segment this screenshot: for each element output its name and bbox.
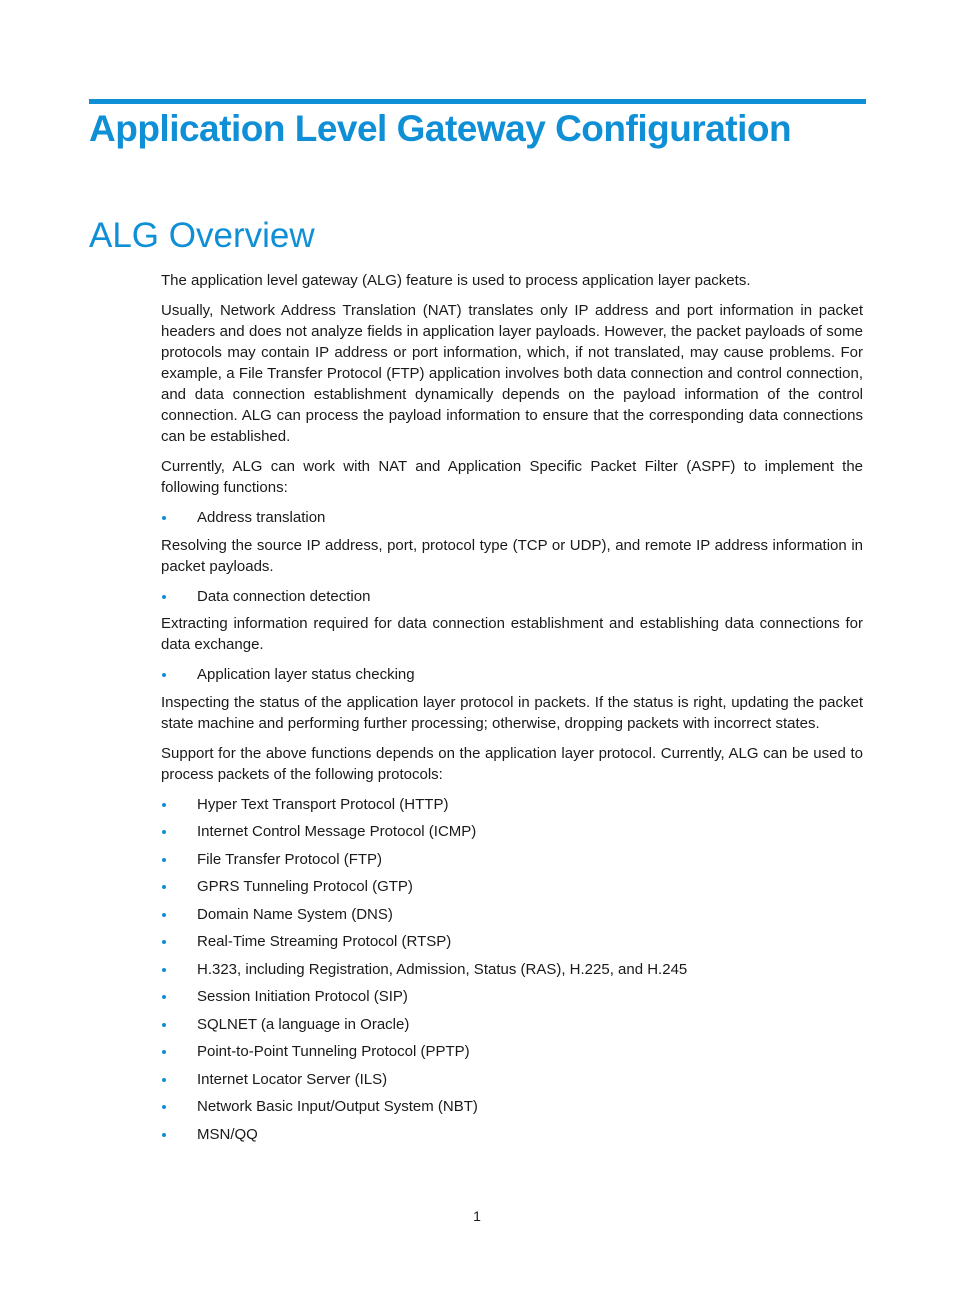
list-item-protocol — [161, 931, 863, 952]
list-item-protocol — [161, 904, 863, 925]
list-item-function — [161, 586, 863, 607]
paragraph-functions-intro: Currently, ALG can work with NAT and Application Specific Packet Filter (ASPF) to implement the following functions: — [161, 458, 863, 496]
list-item-label: Network Basic Input/Output System (NBT) — [197, 1098, 478, 1115]
chapter-top-rule — [89, 99, 866, 104]
list-item-label: H.323, including Registration, Admission, Status (RAS), H.225, and H.245 — [197, 960, 688, 978]
paragraph-status-checking: Inspecting the status of the application layer protocol in packets. If the status is right, updating the packet state machine and performing further processing; otherwise, dropping packets with incorrect states. — [161, 693, 863, 732]
bullet-icon — [162, 968, 166, 972]
list-item-label: Address translation — [197, 509, 326, 526]
list-item-label: Hyper Text Transport Protocol (HTTP) — [197, 795, 449, 813]
bullet-icon — [162, 595, 166, 599]
bullet-icon — [162, 1105, 166, 1109]
bullet-icon — [162, 516, 166, 520]
list-item-label: Session Initiation Protocol (SIP) — [197, 988, 408, 1005]
paragraph-nat: Usually, Network Address Translation (NAT) translates only IP address and port information in packet headers and does not analyze fields in application layer payloads. However, the packet payloads of some protocols may contain IP address or port information, which, if not translated, may cause problems. For example, a File Transfer Protocol (FTP) application involves both data connection and control connection, and data connection establishment dynamically depends on the payload information of the control connection. ALG can process the payload information to ensure that the corresponding data connections can be established. — [161, 302, 863, 445]
bullet-icon — [162, 673, 166, 677]
list-item-protocol — [161, 876, 863, 897]
paragraph-intro: The application level gateway (ALG) feature is used to process application layer packets. — [161, 272, 751, 289]
list-item-protocol — [161, 849, 863, 870]
list-item-protocol — [161, 1014, 863, 1035]
list-item-protocol — [161, 986, 863, 1007]
bullet-icon — [162, 913, 166, 917]
chapter-title: Application Level Gateway Configuration — [89, 108, 792, 149]
list-item-label: Real-Time Streaming Protocol (RTSP) — [197, 933, 452, 950]
list-item-label: GPRS Tunneling Protocol (GTP) — [197, 878, 413, 895]
bullet-icon — [162, 1078, 166, 1082]
list-item-label: Internet Control Message Protocol (ICMP) — [197, 823, 477, 840]
bullet-icon — [162, 830, 166, 834]
paragraph-data-connection: Extracting information required for data connection establishment and establishing data connections for data exchange. — [161, 615, 863, 653]
list-item-protocol — [161, 1124, 863, 1145]
list-item-label: File Transfer Protocol (FTP) — [197, 850, 383, 868]
list-item-label: Point-to-Point Tunneling Protocol (PPTP) — [197, 1043, 470, 1060]
list-item-protocol — [161, 794, 863, 815]
list-item-protocol — [161, 1096, 863, 1117]
paragraph-address-translation: Resolving the source IP address, port, protocol type (TCP or UDP), and remote IP address information in packet payloads. — [161, 536, 863, 575]
bullet-icon — [162, 1133, 166, 1137]
list-item-label: MSN/QQ — [197, 1125, 258, 1143]
list-item-protocol — [161, 1069, 863, 1090]
list-item-protocol — [161, 821, 863, 842]
section-title: ALG Overview — [89, 216, 315, 255]
bullet-icon — [162, 940, 166, 944]
list-item-label: Application layer status checking — [197, 666, 415, 683]
list-item-label: Domain Name System (DNS) — [197, 905, 393, 923]
list-item-protocol — [161, 959, 863, 980]
list-item-label: SQLNET (a language in Oracle) — [197, 1015, 410, 1033]
bullet-icon — [162, 1023, 166, 1027]
bullet-icon — [162, 858, 166, 862]
document-body — [161, 270, 863, 1151]
protocol-list — [161, 794, 863, 1145]
list-item-protocol — [161, 1041, 863, 1062]
page-number: 1 — [473, 1208, 481, 1224]
bullet-icon — [162, 885, 166, 889]
list-item-label: Data connection detection — [197, 587, 371, 605]
bullet-icon — [162, 1050, 166, 1054]
paragraph-protocols-intro: Support for the above functions depends on the application layer protocol. Currently, ALG can be used to process packets of the following protocols: — [161, 744, 863, 783]
list-item-function — [161, 507, 863, 528]
bullet-icon — [162, 803, 166, 807]
list-item-label: Internet Locator Server (ILS) — [197, 1070, 388, 1088]
bullet-icon — [162, 995, 166, 999]
list-item-function — [161, 664, 863, 685]
